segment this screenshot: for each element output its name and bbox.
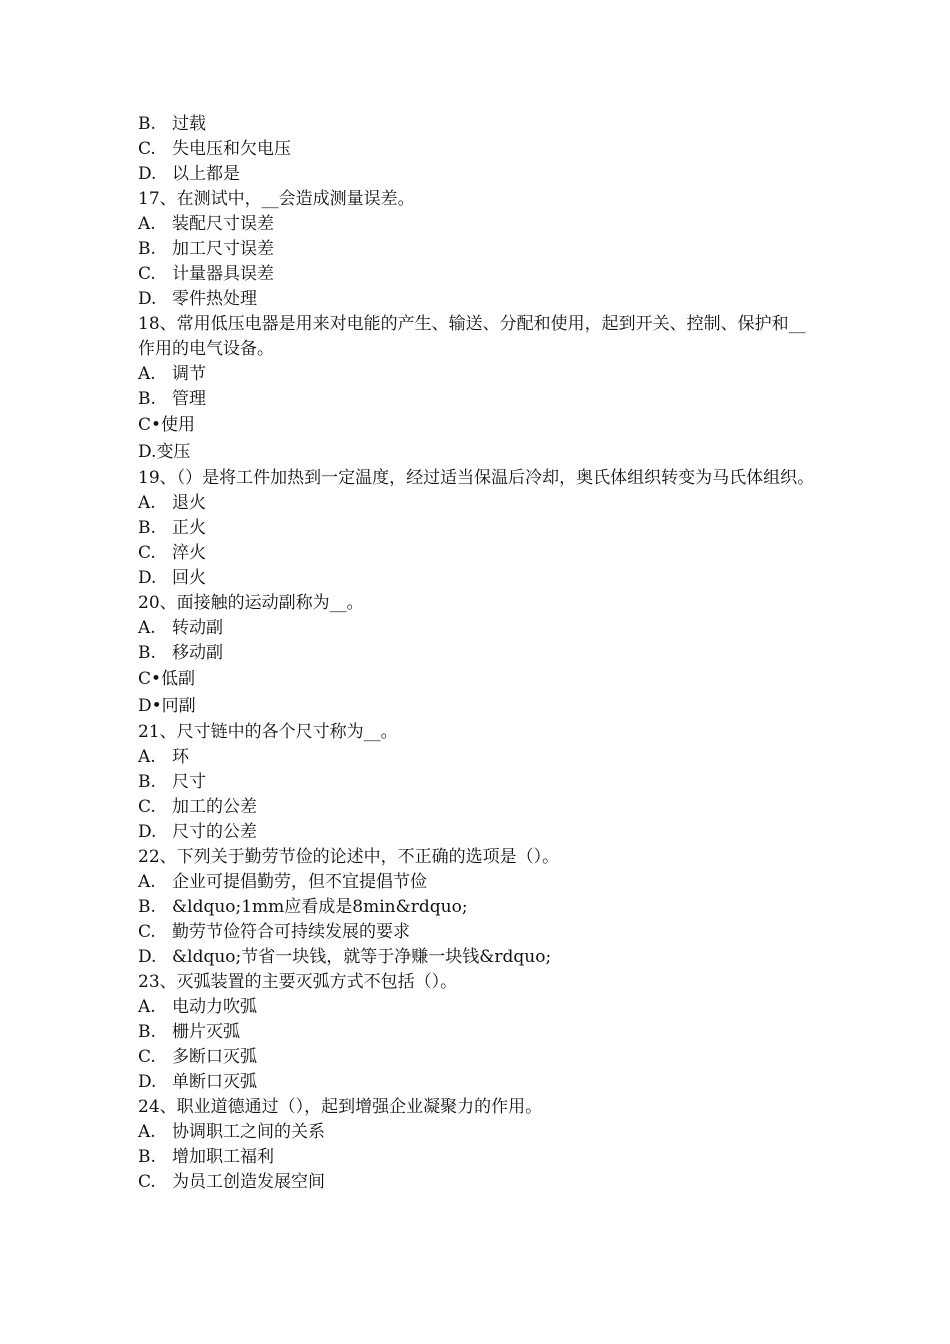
option-text: 栅片灭弧 xyxy=(172,1022,240,1042)
option-label: A. xyxy=(138,872,156,892)
answer-option xyxy=(138,112,818,137)
answer-option xyxy=(138,770,818,795)
option-label: B. xyxy=(138,897,156,917)
answer-option xyxy=(138,362,818,387)
question-list xyxy=(138,112,818,1195)
option-label: D. xyxy=(138,822,157,842)
option-label: D. xyxy=(138,289,157,309)
option-label: C. xyxy=(138,922,156,942)
answer-option xyxy=(138,641,818,666)
option-text: &ldquo;节省一块钱，就等于净赚一块钱&rdquo; xyxy=(172,947,552,967)
option-text: 装配尺寸误差 xyxy=(172,214,274,234)
option-label: B. xyxy=(138,1147,156,1167)
option-text: 变压 xyxy=(156,442,191,462)
option-label: D. xyxy=(138,568,157,588)
option-text: 退火 xyxy=(172,493,206,513)
question-text: 18、常用低压电器是用来对电能的产生、输送、分配和使用，起到开关、控制、保护和__作用的电气设备。 xyxy=(138,314,806,359)
option-label: A. xyxy=(138,364,156,384)
answer-option xyxy=(138,566,818,591)
answer-option xyxy=(138,1020,818,1045)
option-text: 正火 xyxy=(172,518,206,538)
option-label: B. xyxy=(138,389,156,409)
option-text: 调节 xyxy=(172,364,206,384)
option-label: B. xyxy=(138,518,156,538)
option-label: A. xyxy=(138,493,156,513)
answer-option xyxy=(138,666,818,693)
option-label: C. xyxy=(138,1172,156,1192)
answer-option xyxy=(138,387,818,412)
option-text: 单断口灭弧 xyxy=(172,1072,257,1092)
answer-option xyxy=(138,1145,818,1170)
option-text: 环 xyxy=(172,747,189,767)
option-text: 增加职工福利 xyxy=(172,1147,274,1167)
option-label: B. xyxy=(138,772,156,792)
answer-option xyxy=(138,287,818,312)
answer-option xyxy=(138,820,818,845)
question-text: 19、（）是将工件加热到一定温度，经过适当保温后冷却，奥氏体组织转变为马氏体组织。 xyxy=(138,468,815,488)
option-text: 移动副 xyxy=(172,643,223,663)
answer-option xyxy=(138,995,818,1020)
option-text: 过载 xyxy=(172,114,206,134)
option-label: C• xyxy=(138,669,162,689)
option-text: 加工尺寸误差 xyxy=(172,239,274,259)
answer-option xyxy=(138,412,818,439)
question-text: 20、面接触的运动副称为__。 xyxy=(138,593,364,613)
answer-option xyxy=(138,162,818,187)
option-label: D. xyxy=(138,1072,157,1092)
option-text: 失电压和欠电压 xyxy=(172,139,291,159)
question-text: 23、灭弧装置的主要灭弧方式不包括（）。 xyxy=(138,972,458,992)
option-label: D. xyxy=(138,442,157,462)
option-text: 勤劳节俭符合可持续发展的要求 xyxy=(172,922,410,942)
option-text: &ldquo;1mm应看成是8min&rdquo; xyxy=(172,897,468,917)
option-label: D. xyxy=(138,164,157,184)
option-label: B. xyxy=(138,1022,156,1042)
option-text: 尺寸的公差 xyxy=(172,822,257,842)
option-label: B. xyxy=(138,114,156,134)
answer-option xyxy=(138,1045,818,1070)
option-label: A. xyxy=(138,1122,156,1142)
option-text: 多断口灭弧 xyxy=(172,1047,257,1067)
option-label: A. xyxy=(138,747,156,767)
answer-option xyxy=(138,212,818,237)
answer-option xyxy=(138,616,818,641)
option-label: A. xyxy=(138,618,156,638)
option-text: 转动副 xyxy=(172,618,223,638)
option-label: A. xyxy=(138,214,156,234)
option-label: C. xyxy=(138,543,156,563)
answer-option xyxy=(138,262,818,287)
answer-option xyxy=(138,439,818,466)
option-label: D• xyxy=(138,696,162,716)
option-label: D. xyxy=(138,947,157,967)
answer-option xyxy=(138,1120,818,1145)
answer-option xyxy=(138,237,818,262)
option-text: 电动力吹弧 xyxy=(172,997,257,1017)
answer-option xyxy=(138,1070,818,1095)
option-text: 尺寸 xyxy=(172,772,206,792)
question-text: 21、尺寸链中的各个尺寸称为__。 xyxy=(138,722,398,742)
answer-option xyxy=(138,945,818,970)
option-label: B. xyxy=(138,643,156,663)
answer-option xyxy=(138,870,818,895)
option-text: 为员工创造发展空间 xyxy=(172,1172,325,1192)
question-text: 24、职业道德通过（），起到增强企业凝聚力的作用。 xyxy=(138,1097,543,1117)
option-text: 使用 xyxy=(161,415,196,435)
answer-option xyxy=(138,693,818,720)
answer-option xyxy=(138,745,818,770)
option-text: 协调职工之间的关系 xyxy=(172,1122,325,1142)
question-text: 22、下列关于勤劳节俭的论述中，不正确的选项是（）。 xyxy=(138,847,560,867)
option-label: A. xyxy=(138,997,156,1017)
option-text: 低副 xyxy=(161,669,196,689)
answer-option xyxy=(138,1170,818,1195)
option-text: 回火 xyxy=(172,568,206,588)
option-text: 加工的公差 xyxy=(172,797,257,817)
answer-option xyxy=(138,895,818,920)
option-text: 计量器具误差 xyxy=(172,264,274,284)
answer-option xyxy=(138,920,818,945)
option-text: 淬火 xyxy=(172,543,206,563)
answer-option xyxy=(138,137,818,162)
option-text: 管理 xyxy=(172,389,206,409)
answer-option xyxy=(138,795,818,820)
answer-option xyxy=(138,491,818,516)
answer-option xyxy=(138,541,818,566)
option-label: C. xyxy=(138,1047,156,1067)
option-label: C. xyxy=(138,264,156,284)
option-text: 以上都是 xyxy=(172,164,240,184)
option-text: 企业可提倡勤劳，但不宜提倡节俭 xyxy=(172,872,427,892)
option-text: 零件热处理 xyxy=(172,289,257,309)
option-label: C. xyxy=(138,797,156,817)
answer-option xyxy=(138,516,818,541)
option-label: B. xyxy=(138,239,156,259)
option-text: 冋副 xyxy=(161,696,196,716)
option-label: C• xyxy=(138,415,162,435)
option-label: C. xyxy=(138,139,156,159)
question-text: 17、在测试中，__会造成测量误差。 xyxy=(138,189,415,209)
